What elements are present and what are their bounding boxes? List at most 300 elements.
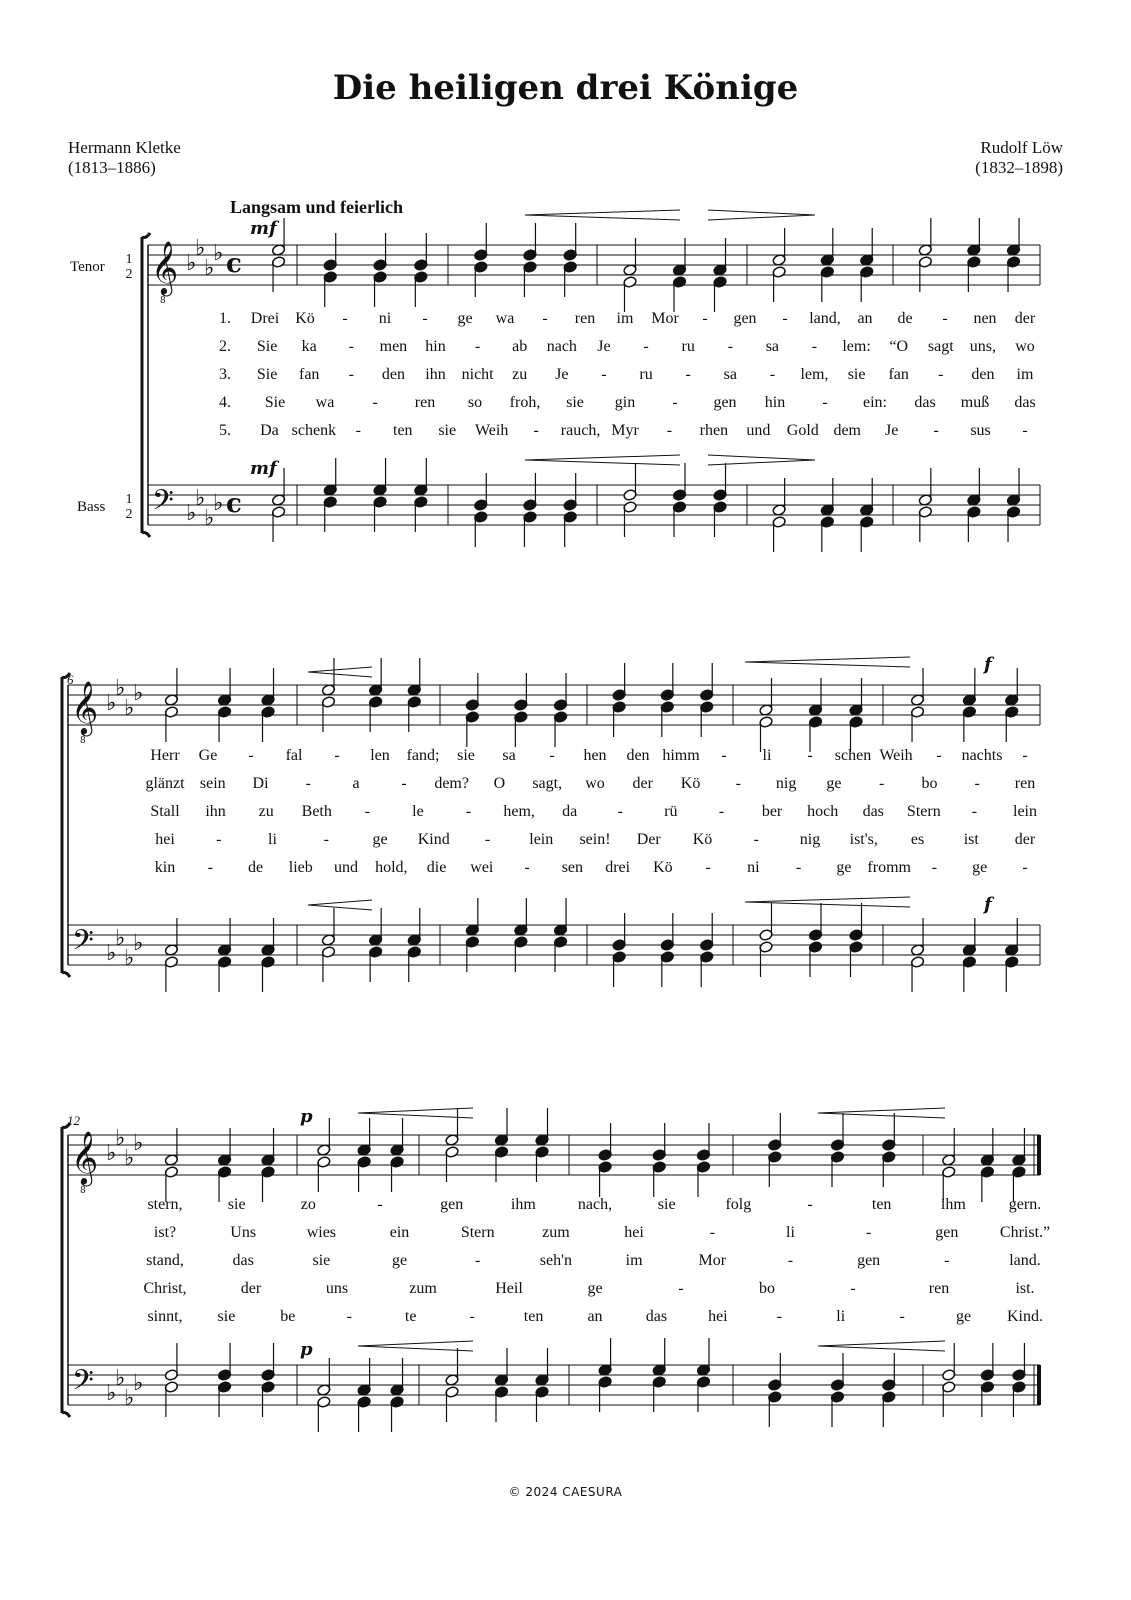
crescendo-hairpin bbox=[818, 1341, 945, 1351]
bass-clef-icon: 𝄢 bbox=[72, 1364, 94, 1404]
crescendo-hairpin bbox=[358, 1341, 473, 1351]
lyric-syllable: Herr bbox=[150, 747, 180, 764]
lyric-syllable: Mor bbox=[651, 310, 679, 327]
lyric-hyphen: - bbox=[735, 775, 741, 792]
lyric-syllable: ru bbox=[639, 366, 653, 383]
lyric-syllable: ni bbox=[378, 310, 392, 327]
lyric-syllable: ren bbox=[928, 1280, 950, 1297]
dynamic-mf-bass: mf bbox=[250, 458, 277, 479]
lyric-syllable: wei bbox=[470, 859, 494, 876]
lyric-hyphen: - bbox=[216, 831, 222, 848]
lyric-hyphen: - bbox=[1022, 859, 1028, 876]
lyric-syllable: an bbox=[587, 1308, 603, 1325]
lyric-syllable: Drei bbox=[250, 310, 280, 327]
lyric-syllable: zum bbox=[409, 1280, 437, 1297]
system-bracket bbox=[62, 1123, 70, 1417]
lyric-syllable: ein: bbox=[863, 394, 887, 411]
lyric-hyphen: - bbox=[931, 859, 938, 876]
lyric-syllable: Christ.” bbox=[999, 1224, 1051, 1241]
lyric-hyphen: - bbox=[207, 859, 213, 876]
lyric-syllable: Kö bbox=[653, 859, 673, 876]
tempo-marking: Langsam und feierlich bbox=[230, 197, 404, 217]
lyric-hyphen: - bbox=[753, 831, 759, 848]
treble-clef-icon: 𝄞 bbox=[151, 240, 179, 294]
lyric-syllable: Ge bbox=[198, 747, 218, 764]
lyric-syllable: lem: bbox=[842, 338, 871, 355]
lyric-syllable: stand, bbox=[146, 1252, 184, 1269]
lyric-syllable: Christ, bbox=[143, 1280, 187, 1297]
lyric-syllable: gen bbox=[713, 394, 737, 411]
lyric-syllable: land. bbox=[1009, 1252, 1041, 1269]
lyric-hyphen: - bbox=[944, 1252, 950, 1269]
lyric-hyphen: - bbox=[878, 775, 885, 792]
decrescendo-hairpin bbox=[708, 210, 815, 220]
lyric-hyphen: - bbox=[721, 747, 727, 764]
lyric-syllable: wo bbox=[585, 775, 605, 792]
lyric-syllable: Je bbox=[597, 338, 611, 355]
lyric-syllable: so bbox=[467, 394, 483, 411]
lyric-syllable: zu bbox=[512, 366, 528, 383]
treble-clef-icon: 𝄞 bbox=[71, 1130, 99, 1184]
lyric-syllable: le bbox=[412, 803, 424, 820]
composer-dates: (1832–1898) bbox=[975, 158, 1063, 177]
lyric-syllable: Sie bbox=[264, 394, 286, 411]
lyric-syllable: sen bbox=[561, 859, 584, 876]
common-time-icon: c bbox=[226, 489, 242, 519]
lyric-syllable: de bbox=[247, 859, 264, 876]
lyric-syllable: hei bbox=[708, 1308, 728, 1325]
lyric-syllable: hen bbox=[583, 747, 607, 764]
lyric-syllable: ka bbox=[301, 338, 317, 355]
lyric-hyphen: - bbox=[942, 310, 948, 327]
lyric-hyphen: - bbox=[533, 422, 539, 439]
lyric-syllable: sein bbox=[199, 775, 226, 792]
lyric-hyphen: - bbox=[1022, 747, 1028, 764]
lyric-syllable: Sie bbox=[256, 338, 278, 355]
lyric-syllable: uns bbox=[325, 1280, 349, 1297]
lyric-hyphen: - bbox=[1022, 422, 1028, 439]
lyric-syllable: ten bbox=[871, 1196, 892, 1213]
lyric-syllable: ist's, bbox=[849, 831, 878, 848]
lyric-hyphen: - bbox=[342, 310, 348, 327]
lyric-syllable: gen bbox=[440, 1196, 464, 1213]
lyric-syllable: Je bbox=[884, 422, 899, 439]
page-title: Die heiligen drei Könige bbox=[332, 68, 799, 108]
crescendo-hairpin bbox=[308, 900, 372, 910]
lyric-syllable: sie bbox=[312, 1252, 331, 1269]
lyric-syllable: de bbox=[897, 310, 913, 327]
lyric-syllable: hold, bbox=[375, 859, 408, 876]
lyric-syllable: ren bbox=[1014, 775, 1036, 792]
lyric-syllable: der bbox=[1014, 310, 1036, 327]
lyric-syllable: den bbox=[626, 747, 650, 764]
lyric-syllable: sinnt, bbox=[147, 1308, 183, 1325]
crescendo-hairpin bbox=[745, 897, 910, 907]
lyric-hyphen: - bbox=[787, 1252, 794, 1269]
lyric-syllable: es bbox=[910, 831, 925, 848]
lyric-syllable: Je bbox=[555, 366, 569, 383]
lyric-hyphen: - bbox=[549, 747, 555, 764]
lyric-syllable: das bbox=[914, 394, 936, 411]
lyric-syllable: Myr bbox=[611, 422, 639, 439]
poet-name: Hermann Kletke bbox=[68, 138, 181, 157]
lyric-hyphen: - bbox=[465, 803, 472, 820]
lyric-syllable: lein bbox=[529, 831, 554, 848]
crescendo-hairpin bbox=[525, 455, 680, 465]
lyric-syllable: sus bbox=[970, 422, 991, 439]
lyric-hyphen: - bbox=[850, 1280, 856, 1297]
lyric-syllable: ber bbox=[761, 803, 783, 820]
lyric-syllable: ren bbox=[574, 310, 596, 327]
lyric-hyphen: - bbox=[542, 310, 548, 327]
flat-accidental: ♭ bbox=[106, 941, 117, 966]
lyric-syllable: das bbox=[645, 1308, 668, 1325]
flat-accidental: ♭ bbox=[133, 931, 144, 956]
lyric-syllable: 3. bbox=[219, 366, 231, 383]
lyric-syllable: froh, bbox=[509, 394, 541, 411]
flat-accidental: ♭ bbox=[115, 1126, 126, 1151]
lyric-syllable: der bbox=[632, 775, 653, 792]
lyric-syllable: sagt, bbox=[532, 775, 563, 792]
lyric-syllable: gen bbox=[857, 1252, 881, 1269]
flat-accidental: ♭ bbox=[133, 1131, 144, 1156]
octave-8-icon: 8 bbox=[160, 296, 166, 306]
lyric-syllable: ist. bbox=[1015, 1280, 1035, 1297]
lyric-syllable: Kö bbox=[295, 310, 315, 327]
lyric-syllable: nachts bbox=[961, 747, 1003, 764]
lyric-syllable: 2. bbox=[219, 338, 231, 355]
lyric-syllable: zo bbox=[300, 1196, 316, 1213]
lyric-syllable: Heil bbox=[495, 1280, 523, 1297]
lyric-syllable: hoch bbox=[807, 803, 839, 820]
lyric-syllable: ren bbox=[414, 394, 436, 411]
lyric-hyphen: - bbox=[601, 366, 607, 383]
lyric-syllable: lein bbox=[1013, 803, 1037, 820]
lyric-syllable: len bbox=[370, 747, 390, 764]
lyric-syllable: sa bbox=[502, 747, 516, 764]
lyric-syllable: Gold bbox=[786, 422, 819, 439]
lyric-syllable: rü bbox=[664, 803, 678, 820]
lyric-syllable: ihn bbox=[425, 366, 446, 383]
flat-accidental: ♭ bbox=[124, 946, 135, 971]
crescendo-hairpin bbox=[818, 1108, 945, 1118]
lyric-hyphen: - bbox=[484, 831, 491, 848]
dynamic-mf-tenor: mf bbox=[250, 218, 277, 239]
lyric-syllable: sie bbox=[566, 394, 584, 411]
dynamic-p-bass: p bbox=[300, 1339, 313, 1360]
lyric-syllable: li bbox=[268, 831, 277, 848]
dynamic-f-tenor: f bbox=[984, 654, 992, 675]
flat-accidental: ♭ bbox=[106, 691, 117, 716]
lyric-syllable: den bbox=[971, 366, 995, 383]
lyric-syllable: hei bbox=[155, 831, 175, 848]
lyric-syllable: 1. bbox=[219, 310, 231, 327]
flat-accidental: ♭ bbox=[124, 1386, 135, 1411]
lyric-syllable: wa bbox=[315, 394, 335, 411]
lyric-syllable: fromm bbox=[867, 859, 911, 876]
lyric-syllable: Beth bbox=[301, 803, 332, 820]
lyric-syllable: nig bbox=[799, 831, 821, 848]
lyric-syllable: ist bbox=[963, 831, 979, 848]
lyric-syllable: ge bbox=[587, 1280, 603, 1297]
lyric-syllable: gen bbox=[733, 310, 757, 327]
dynamic-p-tenor: p bbox=[300, 1106, 313, 1127]
octave-8-icon: 8 bbox=[80, 1186, 86, 1196]
lyric-syllable: Weih bbox=[879, 747, 913, 764]
lyric-syllable: ten bbox=[523, 1308, 544, 1325]
lyric-syllable: Mor bbox=[698, 1252, 727, 1269]
flat-accidental: ♭ bbox=[195, 236, 206, 261]
lyric-hyphen: - bbox=[727, 338, 733, 355]
lyric-hyphen: - bbox=[782, 310, 788, 327]
lyric-syllable: folg bbox=[725, 1196, 752, 1213]
part-label-bass: Bass bbox=[77, 499, 106, 515]
lyric-syllable: bo bbox=[759, 1280, 775, 1297]
lyric-hyphen: - bbox=[305, 775, 311, 792]
lyric-syllable: sein! bbox=[579, 831, 611, 848]
divisi-bass-1: 1 bbox=[125, 492, 133, 507]
lyric-syllable: glänzt bbox=[145, 775, 185, 792]
lyric-syllable: hin bbox=[425, 338, 446, 355]
lyric-syllable: nig bbox=[775, 775, 797, 792]
crescendo-hairpin bbox=[745, 657, 910, 667]
lyric-hyphen: - bbox=[248, 747, 254, 764]
flat-accidental: ♭ bbox=[115, 926, 126, 951]
lyric-syllable: ten bbox=[392, 422, 413, 439]
lyric-syllable: ge bbox=[826, 775, 842, 792]
lyric-syllable: drei bbox=[605, 859, 631, 876]
system-bracket bbox=[62, 673, 70, 977]
lyric-syllable: Stern bbox=[906, 803, 941, 820]
crescendo-hairpin bbox=[358, 1108, 473, 1118]
lyric-syllable: hem, bbox=[503, 803, 535, 820]
lyric-syllable: lieb bbox=[288, 859, 313, 876]
lyric-syllable: O bbox=[493, 775, 506, 792]
lyric-syllable: ist? bbox=[153, 1224, 177, 1241]
lyric-syllable: uns, bbox=[969, 338, 997, 355]
lyric-syllable: die bbox=[426, 859, 447, 876]
flat-accidental: ♭ bbox=[115, 1366, 126, 1391]
lyric-syllable: seh'n bbox=[539, 1252, 573, 1269]
lyric-syllable: sagt bbox=[927, 338, 954, 355]
lyric-hyphen: - bbox=[811, 338, 818, 355]
lyric-syllable: ge bbox=[391, 1252, 408, 1269]
flat-accidental: ♭ bbox=[213, 241, 224, 266]
measure-number-6: 6 bbox=[67, 672, 74, 687]
lyric-syllable: sie bbox=[217, 1308, 236, 1325]
lyric-hyphen: - bbox=[678, 1280, 684, 1297]
lyric-hyphen: - bbox=[334, 747, 340, 764]
lyric-syllable: gin bbox=[614, 394, 636, 411]
lyric-hyphen: - bbox=[796, 859, 802, 876]
lyric-syllable: ni bbox=[747, 859, 760, 876]
lyric-syllable: ihn bbox=[205, 803, 226, 820]
lyric-syllable: das bbox=[232, 1252, 254, 1269]
system-bracket bbox=[142, 233, 150, 537]
flat-accidental: ♭ bbox=[115, 676, 126, 701]
lyric-syllable: 5. bbox=[219, 422, 231, 439]
treble-clef-icon: 𝄞 bbox=[71, 680, 99, 734]
lyric-syllable: Kö bbox=[680, 775, 701, 792]
divisi-bass-2: 2 bbox=[125, 507, 133, 522]
lyric-syllable: Da bbox=[260, 422, 279, 439]
lyric-hyphen: - bbox=[974, 775, 980, 792]
lyric-syllable: gern. bbox=[1008, 1196, 1042, 1213]
lyric-syllable: ihm bbox=[510, 1196, 536, 1213]
lyric-syllable: Uns bbox=[230, 1224, 257, 1241]
lyric-syllable: li bbox=[786, 1224, 795, 1241]
lyric-syllable: der bbox=[1014, 831, 1036, 848]
lyric-syllable: sie bbox=[657, 1196, 676, 1213]
lyric-syllable: Stall bbox=[150, 803, 180, 820]
lyric-syllable: ab bbox=[512, 338, 528, 355]
lyric-hyphen: - bbox=[705, 859, 711, 876]
lyric-syllable: wies bbox=[306, 1224, 337, 1241]
lyric-hyphen: - bbox=[348, 366, 354, 383]
flat-accidental: ♭ bbox=[124, 1146, 135, 1171]
lyric-syllable: fal bbox=[285, 747, 303, 764]
lyric-syllable: land, bbox=[809, 310, 841, 327]
flat-accidental: ♭ bbox=[124, 696, 135, 721]
lyric-hyphen: - bbox=[524, 859, 530, 876]
lyric-hyphen: - bbox=[377, 1196, 383, 1213]
lyric-hyphen: - bbox=[617, 803, 623, 820]
lyric-hyphen: - bbox=[822, 394, 828, 411]
lyric-hyphen: - bbox=[865, 1224, 872, 1241]
lyric-hyphen: - bbox=[807, 1196, 813, 1213]
lyric-syllable: im bbox=[625, 1252, 643, 1269]
lyric-syllable: ru bbox=[681, 338, 695, 355]
crescendo-hairpin bbox=[525, 210, 680, 220]
divisi-tenor-1: 1 bbox=[125, 252, 133, 267]
lyric-syllable: den bbox=[381, 366, 405, 383]
lyric-syllable: schenk bbox=[291, 422, 337, 439]
lyric-syllable: Kind. bbox=[1007, 1308, 1043, 1325]
lyric-hyphen: - bbox=[364, 803, 371, 820]
lyric-hyphen: - bbox=[709, 1224, 715, 1241]
lyric-syllable: fand; bbox=[406, 747, 440, 764]
lyric-hyphen: - bbox=[971, 803, 978, 820]
lyric-syllable: li bbox=[836, 1308, 846, 1325]
lyric-syllable: sa bbox=[723, 366, 737, 383]
lyric-syllable: Kind bbox=[417, 831, 450, 848]
flat-accidental: ♭ bbox=[106, 1381, 117, 1406]
dynamic-f-bass: f bbox=[984, 894, 992, 915]
lyric-hyphen: - bbox=[422, 310, 428, 327]
lyric-hyphen: - bbox=[355, 422, 361, 439]
lyric-hyphen: - bbox=[372, 394, 378, 411]
lyric-syllable: Di bbox=[252, 775, 269, 792]
lyric-hyphen: - bbox=[475, 1252, 481, 1269]
lyric-syllable: zum bbox=[542, 1224, 570, 1241]
flat-accidental: ♭ bbox=[195, 486, 206, 511]
lyric-syllable: muß bbox=[960, 394, 990, 411]
lyric-syllable: a bbox=[352, 775, 360, 792]
lyric-syllable: an bbox=[857, 310, 873, 327]
lyric-syllable: Der bbox=[636, 831, 661, 848]
crescendo-hairpin bbox=[308, 667, 372, 677]
lyric-syllable: wo bbox=[1015, 338, 1035, 355]
lyric-syllable: 4. bbox=[219, 394, 231, 411]
lyric-hyphen: - bbox=[702, 310, 708, 327]
lyric-syllable: der bbox=[240, 1280, 262, 1297]
lyric-syllable: das bbox=[862, 803, 884, 820]
lyric-syllable: ge bbox=[457, 310, 473, 327]
lyric-syllable: da bbox=[562, 803, 578, 820]
lyric-hyphen: - bbox=[666, 422, 673, 439]
lyric-syllable: li bbox=[762, 747, 772, 764]
composer-name: Rudolf Löw bbox=[980, 138, 1063, 157]
lyric-syllable: ge bbox=[972, 859, 988, 876]
lyric-hyphen: - bbox=[776, 1308, 782, 1325]
lyric-syllable: be bbox=[280, 1308, 296, 1325]
divisi-tenor-2: 2 bbox=[125, 267, 133, 282]
lyric-syllable: fan bbox=[888, 366, 909, 383]
lyric-syllable: nen bbox=[973, 310, 997, 327]
lyric-hyphen: - bbox=[807, 747, 813, 764]
lyric-syllable: ge bbox=[372, 831, 388, 848]
lyric-syllable: Stern bbox=[460, 1224, 495, 1241]
lyric-syllable: Sie bbox=[256, 366, 278, 383]
lyric-syllable: fan bbox=[298, 366, 320, 383]
lyric-syllable: lem, bbox=[800, 366, 829, 383]
lyric-hyphen: - bbox=[899, 1308, 905, 1325]
lyric-syllable: himm bbox=[662, 747, 700, 764]
flat-accidental: ♭ bbox=[106, 1141, 117, 1166]
lyric-hyphen: - bbox=[346, 1308, 352, 1325]
lyric-syllable: im bbox=[1016, 366, 1034, 383]
lyric-hyphen: - bbox=[933, 422, 939, 439]
lyric-syllable: rhen bbox=[699, 422, 729, 439]
lyric-syllable: dem? bbox=[434, 775, 469, 792]
copyright-footer: © 2024 CAESURA bbox=[508, 1485, 623, 1499]
lyric-syllable: das bbox=[1014, 394, 1036, 411]
bass-clef-icon: 𝄢 bbox=[152, 484, 174, 524]
lyric-syllable: men bbox=[379, 338, 408, 355]
lyric-syllable: sie bbox=[457, 747, 475, 764]
lyric-syllable: Kö bbox=[692, 831, 713, 848]
lyric-hyphen: - bbox=[323, 831, 329, 848]
flat-accidental: ♭ bbox=[204, 506, 215, 531]
poet-dates: (1813–1886) bbox=[68, 158, 156, 177]
lyric-hyphen: - bbox=[685, 366, 691, 383]
lyric-syllable: hei bbox=[624, 1224, 644, 1241]
lyric-syllable: zu bbox=[258, 803, 274, 820]
lyric-syllable: kin bbox=[154, 859, 176, 876]
octave-8-icon: 8 bbox=[80, 736, 86, 746]
lyric-syllable: wa bbox=[495, 310, 515, 327]
lyric-hyphen: - bbox=[401, 775, 407, 792]
part-label-tenor: Tenor bbox=[70, 259, 105, 275]
lyric-hyphen: - bbox=[718, 803, 725, 820]
flat-accidental: ♭ bbox=[133, 1371, 144, 1396]
lyric-syllable: und bbox=[746, 422, 771, 439]
lyric-syllable: dem bbox=[833, 422, 861, 439]
flat-accidental: ♭ bbox=[204, 256, 215, 281]
lyric-hyphen: - bbox=[348, 338, 354, 355]
lyric-hyphen: - bbox=[938, 366, 944, 383]
lyric-syllable: nicht bbox=[461, 366, 494, 383]
measure-number-12: 12 bbox=[67, 1113, 80, 1128]
lyric-syllable: rauch, bbox=[560, 422, 601, 439]
lyric-syllable: nach bbox=[546, 338, 577, 355]
lyric-syllable: ge bbox=[956, 1308, 972, 1325]
lyric-syllable: gen bbox=[935, 1224, 959, 1241]
flat-accidental: ♭ bbox=[213, 491, 224, 516]
lyric-hyphen: - bbox=[474, 338, 481, 355]
bass-clef-icon: 𝄢 bbox=[72, 924, 94, 964]
lyric-hyphen: - bbox=[936, 747, 942, 764]
